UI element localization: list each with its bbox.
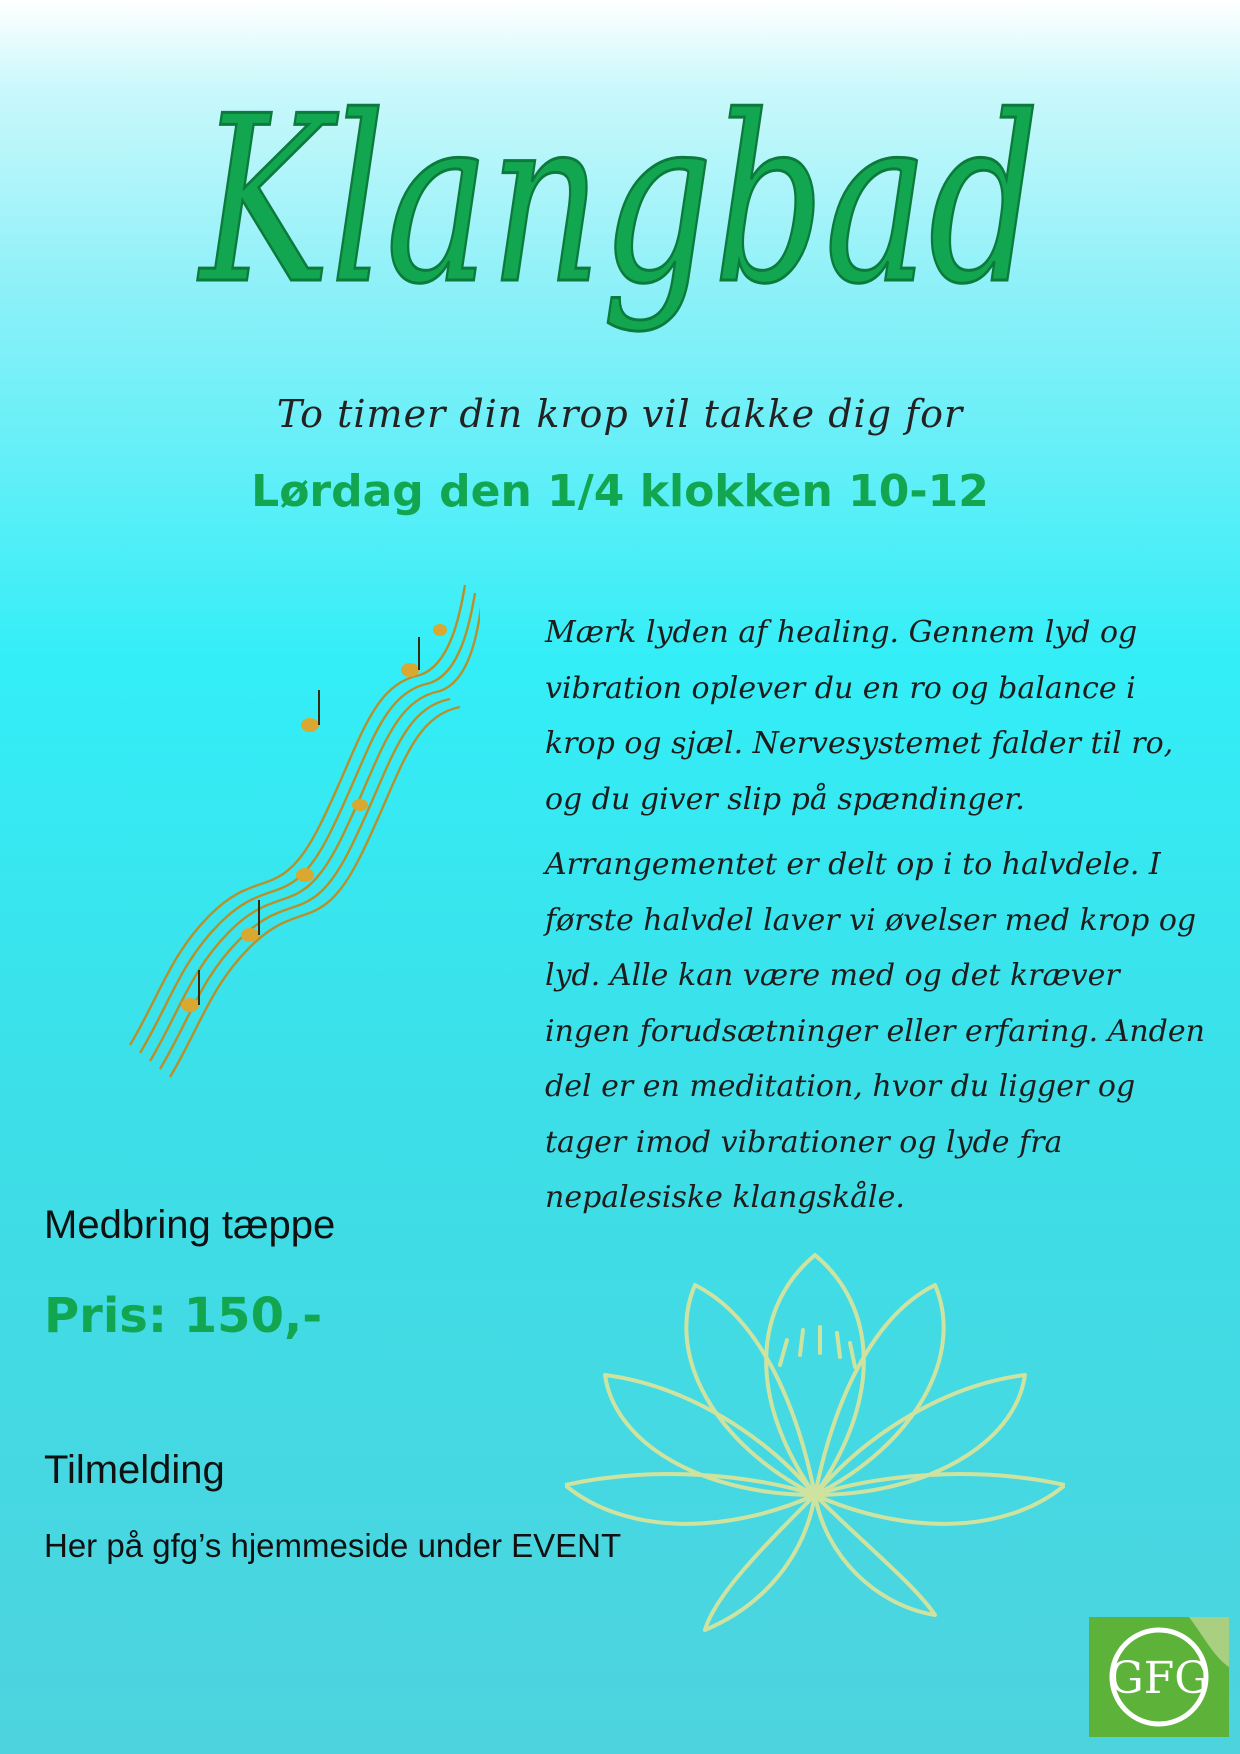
lotus-flower-illustration — [565, 1245, 1065, 1635]
signup-text: Her på gfg’s hjemmeside under EVENT — [44, 1527, 622, 1564]
gfg-logo — [1089, 1617, 1229, 1737]
signup-heading: Tilmelding — [44, 1448, 225, 1492]
description — [545, 605, 1205, 1236]
note-1 — [181, 998, 199, 1012]
title-text: Klangbad — [196, 68, 1040, 335]
price: Pris: 150,- — [44, 1288, 323, 1344]
subtitle: To timer din krop vil takke dig for — [276, 392, 964, 436]
event-date: Lørdag den 1/4 klokken 10-12 — [251, 466, 989, 517]
title-svg — [190, 40, 1070, 360]
note-5 — [401, 663, 419, 677]
note-3 — [296, 868, 314, 882]
logo-text: GFG — [1108, 1653, 1210, 1704]
poster-title — [190, 40, 1070, 360]
music-notes-illustration — [120, 575, 480, 1085]
note-2 — [241, 928, 259, 942]
description-paragraph-1: Mærk lyden af healing. Gennem lyd og vibration oplever du en ro og balance i krop og sjæl. Nervesystemet falder til ro, og du giver slip på spændinger. — [545, 615, 1174, 817]
description-paragraph-2: Arrangementet er delt op i to halvdele. I første halvdel laver vi øvelser med krop og lyd. Alle kan være med og det kræver ingen forudsætninger eller erfaring. Anden del er en meditation, hvor du ligger og tager imod vibrationer og lyde fra nepalesiske klangskåle. — [545, 847, 1205, 1215]
note-6 — [433, 624, 447, 636]
bring-note: Medbring tæppe — [44, 1203, 336, 1247]
note-4 — [301, 718, 319, 732]
note-7 — [352, 799, 368, 811]
